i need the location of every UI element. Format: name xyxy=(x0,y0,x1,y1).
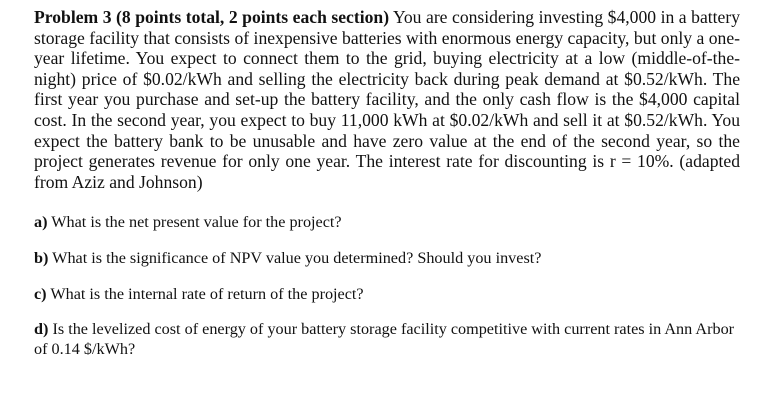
problem-body: You are considering investing $4,000 in a battery storage facility that consists of inexpensive batteries with enormous energy capacity, but only a one-year lifetime. You expect to connect them to the grid, buying electricity at a low (middle-of-the-night) price of $0.02/kWh and selling the electricity back during peak demand at $0.52/kWh. The first year you purchase and set-up the battery facility, and the only cash flow is the $4,000 capital cost. In the second year, you expect to buy 11,000 kWh at $0.02/kWh and sell it at $0.52/kWh. You expect the battery bank to be unusable and have zero value at the end of the second year, so the project generates revenue for only one year. The interest rate for discounting is r = 10%. (adapted from Aziz and Johnson) xyxy=(34,7,740,192)
problem-statement xyxy=(34,7,740,192)
question-text: What is the net present value for the project? xyxy=(47,213,342,232)
question-d xyxy=(34,320,740,359)
question-text: Is the levelized cost of energy of your battery storage facility competitive with current rates in Ann Arbor of 0.14 $/kWh? xyxy=(34,320,735,358)
question-label: a) xyxy=(34,213,48,232)
problem-title: Problem 3 (8 points total, 2 points each section) xyxy=(34,7,390,27)
question-b xyxy=(34,249,740,269)
question-text: What is the significance of NPV value you determined? Should you invest? xyxy=(48,248,542,267)
question-c xyxy=(34,285,740,305)
question-label: b) xyxy=(34,248,49,267)
question-label: d) xyxy=(34,320,49,339)
question-a xyxy=(34,213,740,233)
question-text: What is the internal rate of return of the project? xyxy=(46,284,364,303)
problem-document xyxy=(34,7,740,359)
question-label: c) xyxy=(34,284,47,303)
